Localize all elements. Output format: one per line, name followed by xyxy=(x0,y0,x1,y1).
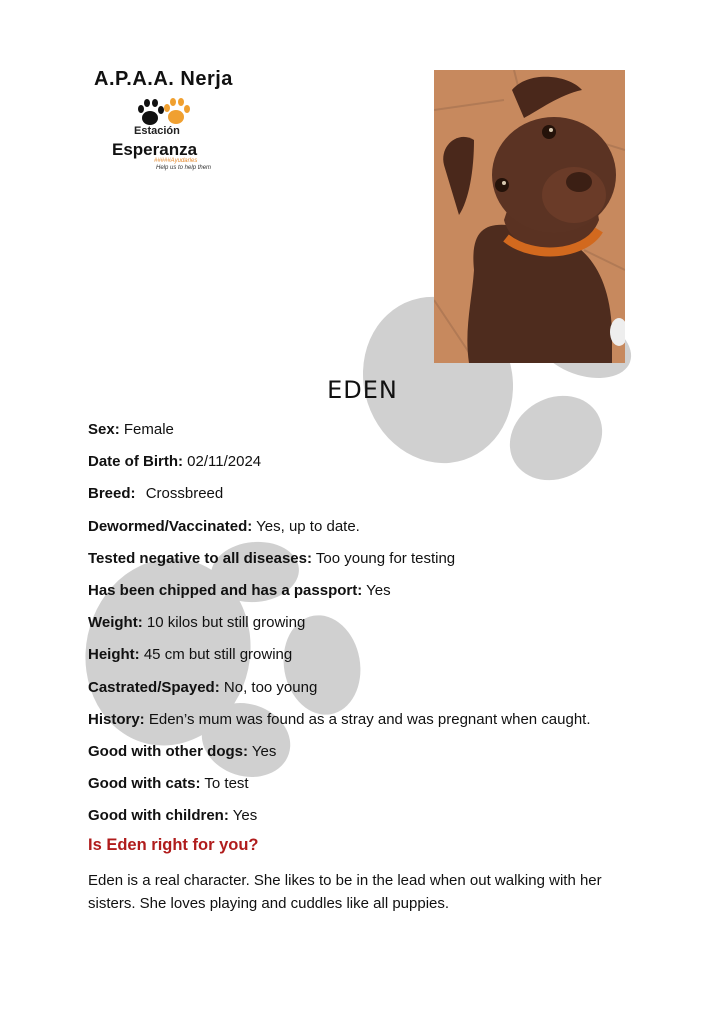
logo-tagline: Help us to help them xyxy=(156,165,212,171)
detail-label: Tested negative to all diseases: xyxy=(88,549,312,567)
detail-value: No, too young xyxy=(223,678,318,696)
detail-label: Sex: xyxy=(88,421,120,438)
dog-photo xyxy=(434,70,625,363)
detail-row-weight xyxy=(88,613,648,645)
detail-label: Good with children: xyxy=(88,807,229,825)
detail-row-height xyxy=(88,645,648,677)
detail-row-chipped xyxy=(88,581,648,613)
detail-row-breed xyxy=(88,484,648,516)
detail-label: Breed: xyxy=(88,485,136,503)
detail-label: Dewormed/Vaccinated: xyxy=(88,517,253,535)
detail-value: Yes xyxy=(251,742,277,760)
dog-details-list xyxy=(88,420,648,838)
detail-row-history xyxy=(88,710,648,742)
logo-subtitle: #####Ayudarles xyxy=(154,158,198,164)
detail-label: Weight: xyxy=(88,614,143,632)
shelter-logo xyxy=(88,60,238,180)
detail-label: Good with other dogs: xyxy=(88,742,248,760)
logo-station-label: Estación xyxy=(134,125,180,137)
detail-value: To test xyxy=(204,775,249,793)
detail-value: Eden’s mum was found as a stray and was pregnant when caught. xyxy=(148,710,591,728)
detail-row-good-with-children xyxy=(88,806,648,838)
dog-name-title: EDEN xyxy=(327,376,398,404)
detail-row-castrated xyxy=(88,678,648,710)
detail-label: Height: xyxy=(88,646,140,664)
detail-row-sex xyxy=(88,420,648,452)
detail-label: Castrated/Spayed: xyxy=(88,678,220,696)
detail-value: 02/11/2024 xyxy=(187,453,262,471)
section-heading: Is Eden right for you? xyxy=(88,836,259,854)
detail-value: 10 kilos but still growing xyxy=(146,614,306,632)
dog-photo-illustration xyxy=(434,70,625,363)
detail-row-good-with-dogs xyxy=(88,742,648,774)
detail-row-date-of-birth xyxy=(88,452,648,484)
detail-label: Good with cats: xyxy=(88,775,201,793)
detail-value: 45 cm but still growing xyxy=(143,646,293,664)
dog-summary-paragraph: Eden is a real character. She likes to be in the lead when out walking with her sisters. She loves playing and cuddles like all puppies. xyxy=(88,872,602,912)
detail-row-dewormed xyxy=(88,517,648,549)
detail-value: Crossbreed xyxy=(145,485,224,503)
detail-label: History: xyxy=(88,710,145,728)
detail-label: Date of Birth: xyxy=(88,453,183,471)
logo-name: Esperanza xyxy=(112,140,198,159)
detail-value: Yes xyxy=(366,581,391,599)
detail-row-good-with-cats xyxy=(88,774,648,806)
detail-value: Yes xyxy=(232,807,258,825)
detail-value: Female xyxy=(123,421,174,438)
detail-row-tested xyxy=(88,549,648,581)
detail-label: Has been chipped and has a passport: xyxy=(88,581,363,599)
logo-title: A.P.A.A. Nerja xyxy=(94,68,233,90)
detail-value: Yes, up to date. xyxy=(256,517,360,535)
detail-value: Too young for testing xyxy=(315,549,456,567)
